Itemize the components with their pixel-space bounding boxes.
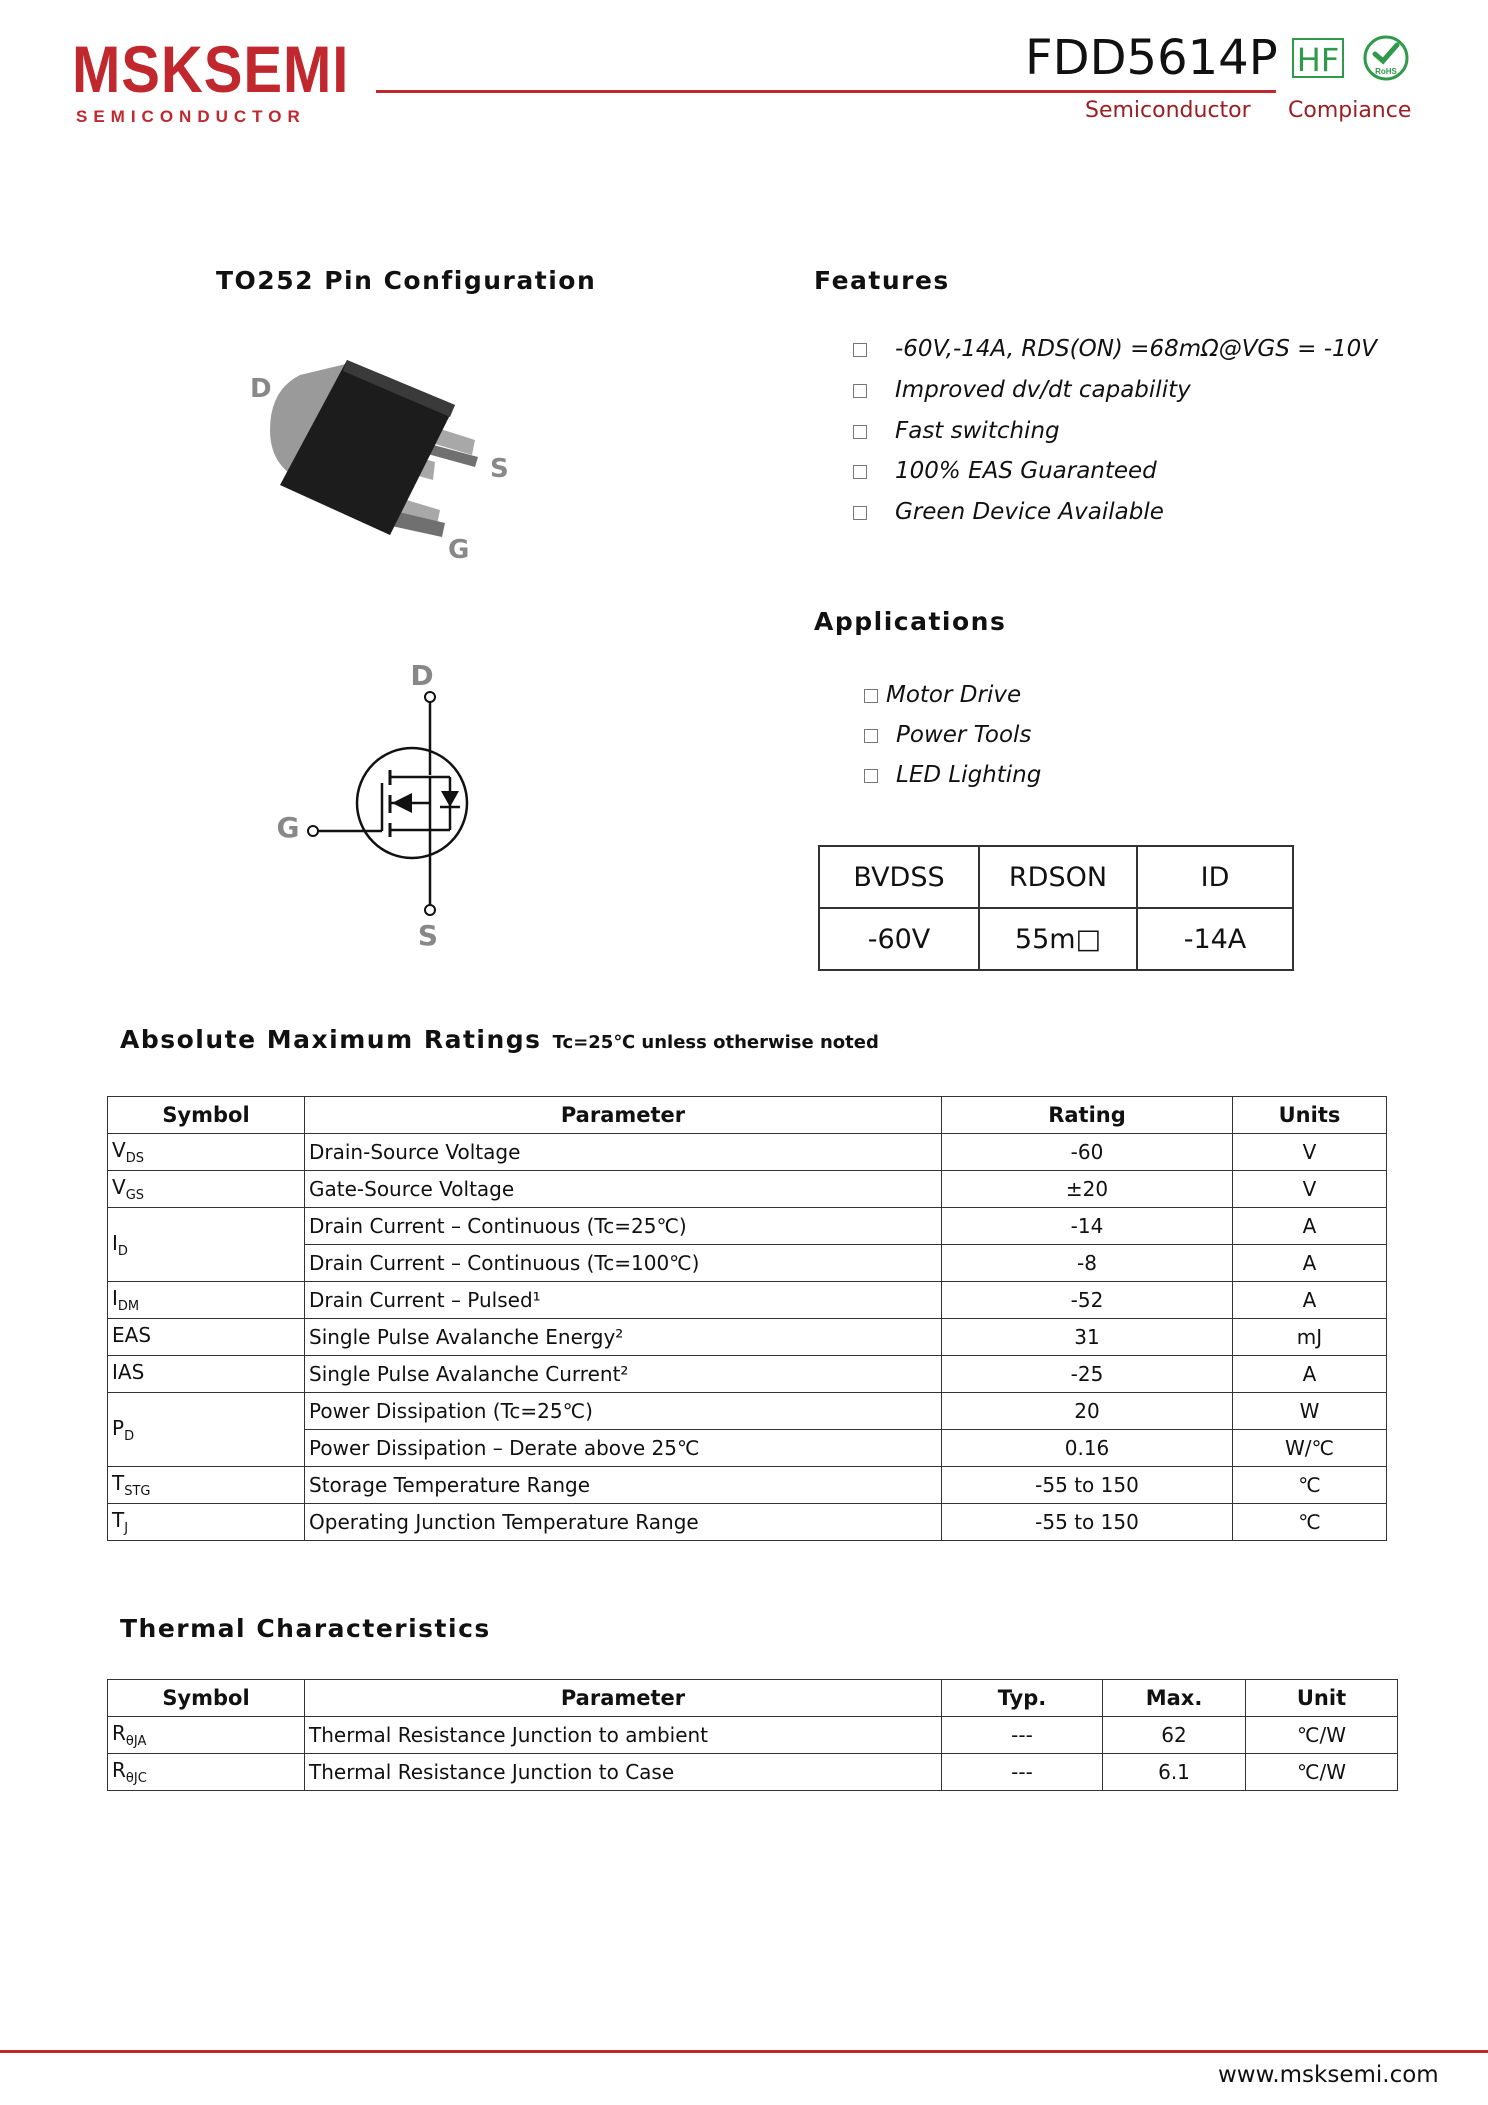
hf-badge: HF bbox=[1292, 38, 1344, 78]
logo-subtitle: SEMICONDUCTOR bbox=[76, 107, 306, 126]
symbol-cell: $V_{GS}$ bbox=[108, 1171, 305, 1208]
table-row bbox=[108, 1134, 1387, 1171]
footer-url[interactable]: www.msksemi.com bbox=[1218, 2062, 1439, 2088]
rating-cell: 31 bbox=[942, 1319, 1233, 1356]
symbol-cell: $V_{DS}$ bbox=[108, 1134, 305, 1171]
abs-max-heading bbox=[120, 1025, 879, 1054]
typ-cell: --- bbox=[942, 1754, 1103, 1791]
table-row bbox=[108, 1717, 1398, 1754]
units-cell: A bbox=[1233, 1282, 1387, 1319]
bullet-box-icon bbox=[864, 769, 878, 783]
col-header-unit: Unit bbox=[1246, 1680, 1398, 1717]
units-cell: A bbox=[1233, 1208, 1387, 1245]
symbol-label-s: S bbox=[417, 919, 439, 952]
parameter-cell: Thermal Resistance Junction to Case bbox=[305, 1754, 942, 1791]
max-cell: 62 bbox=[1103, 1717, 1246, 1754]
to252-package-image bbox=[240, 345, 530, 565]
table-row bbox=[108, 1282, 1387, 1319]
table-row bbox=[108, 1356, 1387, 1393]
rating-cell: 0.16 bbox=[942, 1430, 1233, 1467]
thermal-table bbox=[107, 1679, 1398, 1791]
header-divider bbox=[376, 90, 1276, 93]
rohs-badge-icon bbox=[1362, 34, 1410, 82]
feature-item: Green Device Available bbox=[853, 499, 1164, 525]
units-cell: V bbox=[1233, 1171, 1387, 1208]
rating-cell: -14 bbox=[942, 1208, 1233, 1245]
table-header-row bbox=[108, 1097, 1387, 1134]
rating-cell: -60 bbox=[942, 1134, 1233, 1171]
table-row bbox=[108, 1504, 1387, 1541]
key-specs-table bbox=[818, 845, 1294, 971]
table-header-row bbox=[108, 1680, 1398, 1717]
spec-value: -14A bbox=[1137, 908, 1293, 970]
symbol-cell: IAS bbox=[108, 1356, 305, 1393]
rating-cell: -55 to 150 bbox=[942, 1467, 1233, 1504]
units-cell: ℃ bbox=[1233, 1467, 1387, 1504]
col-header-units: Units bbox=[1233, 1097, 1387, 1134]
units-cell: W/℃ bbox=[1233, 1430, 1387, 1467]
package-label-d: D bbox=[250, 374, 272, 404]
spec-header: RDSON bbox=[979, 846, 1137, 908]
rating-cell: -25 bbox=[942, 1356, 1233, 1393]
header-compliance-label: Compiance bbox=[1288, 98, 1412, 123]
col-header-parameter: Parameter bbox=[305, 1097, 942, 1134]
units-cell: A bbox=[1233, 1245, 1387, 1282]
bullet-box-icon bbox=[864, 729, 878, 743]
header-semiconductor-label: Semiconductor bbox=[1085, 98, 1251, 123]
feature-item: -60V,-14A, RDS(ON) =68mΩ@VGS = -10V bbox=[853, 336, 1377, 362]
parameter-cell: Power Dissipation – Derate above 25℃ bbox=[305, 1430, 942, 1467]
col-header-rating: Rating bbox=[942, 1097, 1233, 1134]
rating-cell: -55 to 150 bbox=[942, 1504, 1233, 1541]
max-cell: 6.1 bbox=[1103, 1754, 1246, 1791]
table-row bbox=[108, 1467, 1387, 1504]
rating-cell: -8 bbox=[942, 1245, 1233, 1282]
symbol-cell: EAS bbox=[108, 1319, 305, 1356]
spec-header: BVDSS bbox=[819, 846, 979, 908]
col-header-parameter: Parameter bbox=[305, 1680, 942, 1717]
parameter-cell: Single Pulse Avalanche Energy² bbox=[305, 1319, 942, 1356]
rating-cell: -52 bbox=[942, 1282, 1233, 1319]
symbol-cell: $P_D$ bbox=[108, 1393, 305, 1467]
symbol-label-g: G bbox=[276, 811, 300, 844]
symbol-cell: $T_{STG}$ bbox=[108, 1467, 305, 1504]
parameter-cell: Single Pulse Avalanche Current² bbox=[305, 1356, 942, 1393]
package-label-s: S bbox=[490, 454, 509, 484]
application-item: LED Lighting bbox=[864, 762, 1041, 788]
package-label-g: G bbox=[448, 535, 470, 565]
bullet-box-icon bbox=[853, 506, 867, 520]
applications-title: Applications bbox=[814, 607, 1007, 636]
logo: MSKSEMI bbox=[72, 32, 350, 106]
parameter-cell: Storage Temperature Range bbox=[305, 1467, 942, 1504]
spec-value: 55m□ bbox=[979, 908, 1137, 970]
typ-cell: --- bbox=[942, 1717, 1103, 1754]
features-title: Features bbox=[814, 266, 950, 295]
symbol-cell: $I_{DM}$ bbox=[108, 1282, 305, 1319]
col-header-typ: Typ. bbox=[942, 1680, 1103, 1717]
bullet-box-icon bbox=[864, 689, 878, 703]
thermal-title: Thermal Characteristics bbox=[120, 1614, 491, 1643]
rohs-label: RoHS bbox=[1375, 67, 1397, 76]
feature-item: 100% EAS Guaranteed bbox=[853, 458, 1157, 484]
table-row bbox=[108, 1319, 1387, 1356]
parameter-cell: Gate-Source Voltage bbox=[305, 1171, 942, 1208]
abs-max-table bbox=[107, 1096, 1387, 1541]
pin-config-title: TO252 Pin Configuration bbox=[216, 266, 597, 295]
parameter-cell: Drain Current – Continuous (Tc=100℃) bbox=[305, 1245, 942, 1282]
table-row bbox=[108, 1208, 1387, 1245]
part-number: FDD5614P bbox=[1025, 30, 1278, 86]
rating-cell: 20 bbox=[942, 1393, 1233, 1430]
table-row bbox=[108, 1393, 1387, 1430]
units-cell: A bbox=[1233, 1356, 1387, 1393]
units-cell: V bbox=[1233, 1134, 1387, 1171]
table-row bbox=[108, 1171, 1387, 1208]
spec-header: ID bbox=[1137, 846, 1293, 908]
symbol-label-d: D bbox=[410, 659, 434, 692]
symbol-cell: $R_{\theta JC}$ bbox=[108, 1754, 305, 1791]
parameter-cell: Power Dissipation (Tc=25℃) bbox=[305, 1393, 942, 1430]
mosfet-symbol-diagram bbox=[270, 655, 470, 955]
units-cell: ℃ bbox=[1233, 1504, 1387, 1541]
table-row bbox=[108, 1754, 1398, 1791]
feature-item: Improved dv/dt capability bbox=[853, 377, 1191, 403]
units-cell: mJ bbox=[1233, 1319, 1387, 1356]
parameter-cell: Drain Current – Continuous (Tc=25℃) bbox=[305, 1208, 942, 1245]
bullet-box-icon bbox=[853, 343, 867, 357]
spec-value: -60V bbox=[819, 908, 979, 970]
col-header-symbol: Symbol bbox=[108, 1097, 305, 1134]
parameter-cell: Thermal Resistance Junction to ambient bbox=[305, 1717, 942, 1754]
col-header-symbol: Symbol bbox=[108, 1680, 305, 1717]
symbol-cell: $R_{\theta JA}$ bbox=[108, 1717, 305, 1754]
feature-item: Fast switching bbox=[853, 418, 1060, 444]
bullet-box-icon bbox=[853, 465, 867, 479]
application-item: Power Tools bbox=[864, 722, 1031, 748]
abs-max-note: Tc=25℃ unless otherwise noted bbox=[552, 1032, 879, 1053]
bullet-box-icon bbox=[853, 384, 867, 398]
bullet-box-icon bbox=[853, 425, 867, 439]
application-item: Motor Drive bbox=[864, 682, 1021, 708]
symbol-cell: $T_J$ bbox=[108, 1504, 305, 1541]
unit-cell: ℃/W bbox=[1246, 1717, 1398, 1754]
parameter-cell: Drain-Source Voltage bbox=[305, 1134, 942, 1171]
parameter-cell: Operating Junction Temperature Range bbox=[305, 1504, 942, 1541]
parameter-cell: Drain Current – Pulsed¹ bbox=[305, 1282, 942, 1319]
abs-max-title: Absolute Maximum Ratings bbox=[120, 1025, 542, 1054]
units-cell: W bbox=[1233, 1393, 1387, 1430]
unit-cell: ℃/W bbox=[1246, 1754, 1398, 1791]
symbol-cell: $I_D$ bbox=[108, 1208, 305, 1282]
footer-divider bbox=[0, 2050, 1488, 2053]
rating-cell: ±20 bbox=[942, 1171, 1233, 1208]
col-header-max: Max. bbox=[1103, 1680, 1246, 1717]
